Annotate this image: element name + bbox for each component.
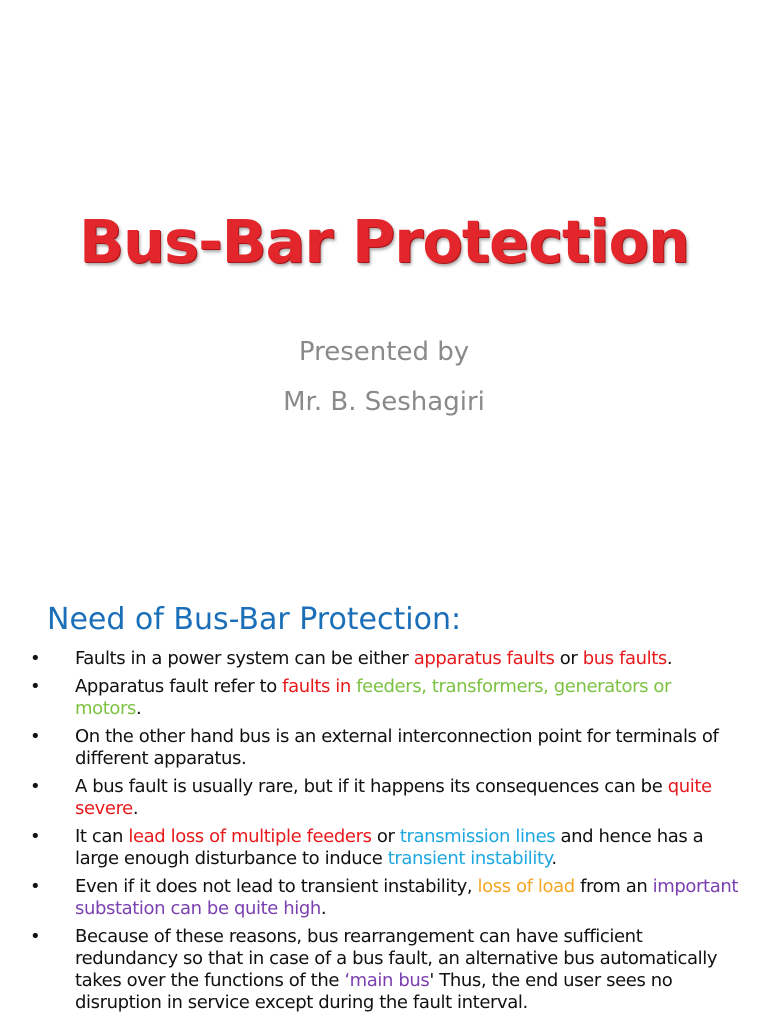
bullet-icon: • (30, 648, 41, 669)
highlight-text: quite severe (75, 776, 712, 819)
slide-title: Bus-Bar Protection (78, 207, 690, 276)
highlight-text: transient instability (387, 848, 552, 869)
highlight-text: feeders, transformers, generators or motors (75, 676, 671, 719)
highlight-text: ‘main bus (344, 970, 430, 991)
bullet-list (30, 648, 740, 1020)
bullet-icon: • (30, 676, 41, 697)
presenter-name: Mr. B. Seshagiri (283, 387, 485, 417)
bullet-text: from an (574, 876, 653, 897)
content-slide (0, 576, 768, 1024)
highlight-text: loss of load (477, 876, 575, 897)
highlight-text: lead loss of multiple feeders (128, 826, 372, 847)
highlight-text: faults in (282, 676, 357, 697)
bullet-text: . (136, 698, 142, 719)
bullet-icon: • (30, 876, 41, 897)
highlight-text: apparatus faults (413, 648, 555, 669)
bullet-text: ' Thus, the end user sees no disruption in service except during the fault interval. (75, 970, 673, 1013)
bullet-text: It can (75, 826, 129, 847)
slide-heading: Need of Bus-Bar Protection: (47, 602, 462, 637)
bullet-text: A bus fault is usually rare, but if it happens its consequences can be (75, 776, 668, 797)
bullet-text: Faults in a power system can be either (75, 648, 414, 669)
bullet-text: Even if it does not lead to transient instability, (75, 876, 478, 897)
highlight-text: transmission lines (399, 826, 556, 847)
highlight-text: bus faults (582, 648, 667, 669)
bullet-icon: • (30, 826, 41, 847)
bullet-text: . (132, 798, 139, 819)
highlight-text: important substation can be quite high (75, 876, 738, 919)
bullet-item (30, 776, 740, 820)
bullet-item (30, 648, 740, 670)
bullet-item (30, 876, 740, 920)
bullet-item (30, 826, 740, 870)
bullet-item (30, 926, 740, 1014)
bullet-text: and hence has a large enough disturbance to induce (75, 826, 704, 869)
bullet-icon: • (30, 726, 41, 747)
bullet-text: or (554, 648, 583, 669)
bullet-text: . (320, 898, 327, 919)
bullet-text: . (666, 648, 673, 669)
bullet-item (30, 726, 740, 770)
bullet-text: Because of these reasons, bus rearrangement can have sufficient redundancy so that in case of a bus fault, an alternative bus automatically takes over the functions of the (75, 926, 718, 991)
bullet-icon: • (30, 926, 41, 947)
bullet-text: Apparatus fault refer to (75, 676, 283, 697)
bullet-text: On the other hand bus is an external interconnection point for terminals of different apparatus. (75, 726, 719, 769)
bullet-item (30, 676, 740, 720)
bullet-text: or (371, 826, 400, 847)
presenter-label: Presented by (298, 337, 470, 367)
bullet-text: . (551, 848, 557, 869)
bullet-icon: • (30, 776, 41, 797)
